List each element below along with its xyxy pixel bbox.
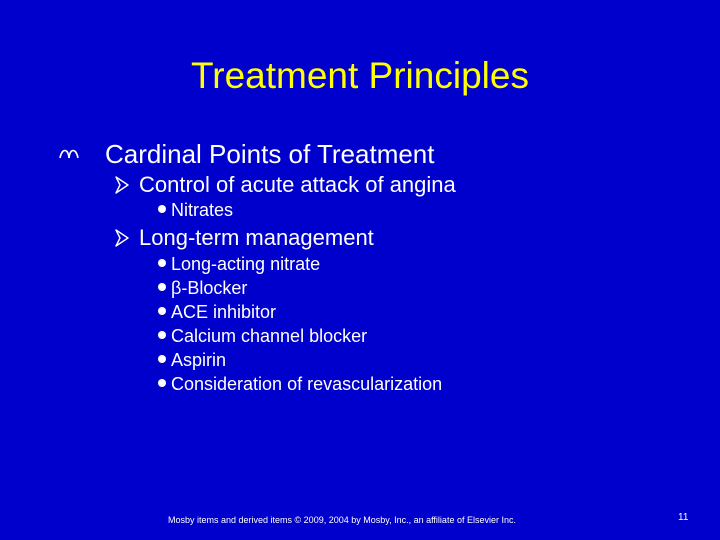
list-item-text: Aspirin: [171, 350, 227, 370]
double-arc-bullet-icon: [58, 143, 80, 165]
list-item-text: β-Blocker: [171, 278, 248, 298]
list-item-text: Nitrates: [171, 200, 234, 220]
dot-bullet-icon: [158, 331, 166, 339]
dot-bullet-icon: [158, 379, 166, 387]
arrow-bullet-icon: [115, 176, 129, 194]
list-item-text: Calcium channel blocker: [171, 326, 368, 346]
page-number: 11: [678, 512, 689, 523]
list-item-text: Long-acting nitrate: [171, 254, 321, 274]
dot-bullet-icon: [158, 307, 166, 315]
arrow-bullet-icon: [115, 229, 129, 247]
copyright-footer: Mosby items and derived items © 2009, 2004 by Mosby, Inc., an affiliate of Elsevier Inc.: [168, 515, 516, 525]
section-heading-text: Control of acute attack of angina: [139, 172, 456, 197]
level1-text: Cardinal Points of Treatment: [105, 139, 435, 169]
list-item-text: ACE inhibitor: [171, 302, 277, 322]
dot-bullet-icon: [158, 259, 166, 267]
dot-bullet-icon: [158, 205, 166, 213]
section-heading-text: Long-term management: [139, 225, 374, 250]
dot-bullet-icon: [158, 355, 166, 363]
dot-bullet-icon: [158, 283, 166, 291]
slide-title: Treatment Principles: [191, 55, 529, 96]
list-item-text: Consideration of revascularization: [171, 374, 443, 394]
